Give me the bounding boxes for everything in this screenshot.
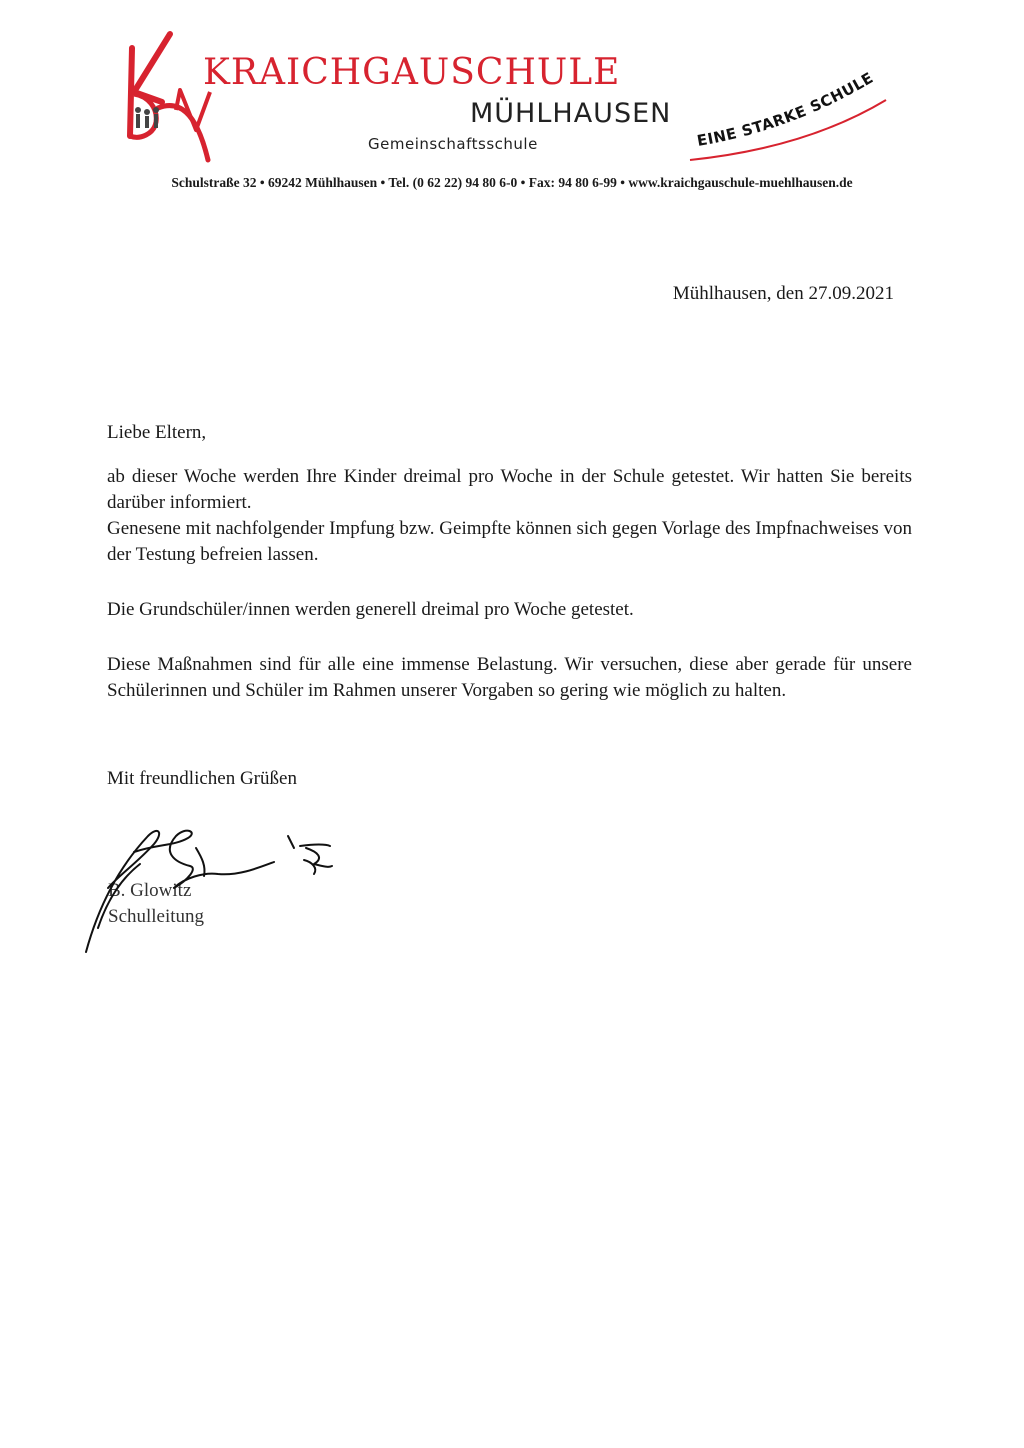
svg-text:EINE STARKE SCHULE [696, 69, 877, 150]
paragraph-1: ab dieser Woche werden Ihre Kinder dreimal pro Woche in der Schule getestet. Wir hatten Sie bereits darüber informiert. [107, 466, 912, 513]
school-town: MÜHLHAUSEN [470, 98, 672, 129]
signer-name: B. Glowitz [108, 880, 192, 901]
address-line: Schulstraße 32 • 69242 Mühlhausen • Tel. (0 62 22) 94 80 6-0 • Fax: 94 80 6-99 • www.kraichgauschule-muehlhausen.de [171, 175, 853, 190]
handwritten-signature [78, 818, 338, 958]
salutation: Liebe Eltern, [107, 422, 207, 443]
school-type: Gemeinschaftsschule [368, 135, 538, 153]
paragraph-4: Diese Maßnahmen sind für alle eine immense Belastung. Wir versuchen, diese aber gerade für unsere Schülerinnen und Schüler im Rahmen unserer Vorgaben so gering wie möglich zu halten. [107, 654, 912, 701]
letter-date: Mühlhausen, den 27.09.2021 [672, 283, 894, 304]
letter-body [107, 420, 912, 704]
signer-role: Schulleitung [108, 906, 205, 927]
letterhead [0, 0, 1024, 200]
closing: Mit freundlichen Grüßen [107, 768, 297, 789]
slogan-stamp [686, 60, 896, 165]
paragraph-3: Die Grundschüler/innen werden generell dreimal pro Woche getestet. [107, 599, 634, 620]
school-logo-icon [118, 30, 228, 170]
school-name: KRAICHGAUSCHULE [203, 52, 621, 93]
slogan-text: EINE STARKE SCHULE [695, 68, 877, 150]
paragraph-2: Genesene mit nachfolgender Impfung bzw. Geimpfte können sich gegen Vorlage des Impfnachweises von der Testung befreien lassen. [107, 518, 912, 565]
